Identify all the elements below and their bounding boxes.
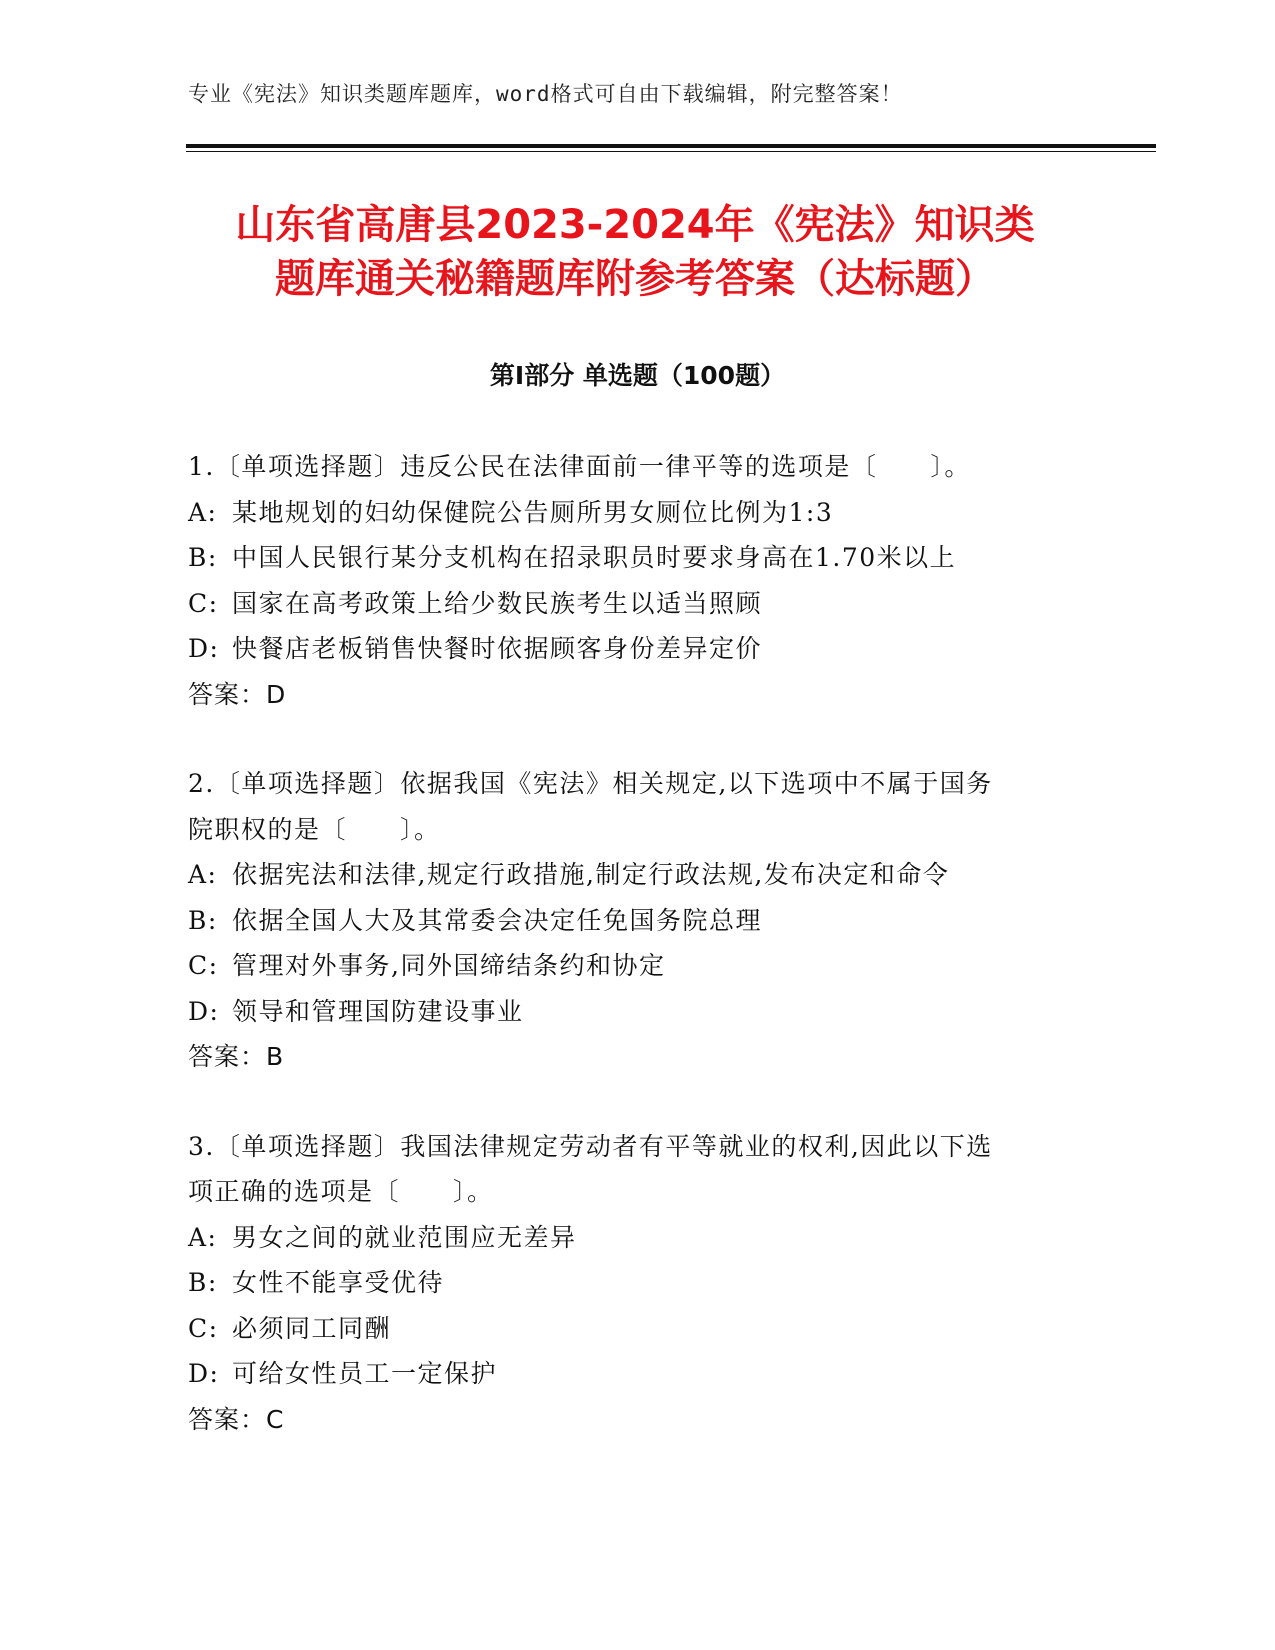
option-key: A: <box>188 860 218 889</box>
option-c <box>188 943 1088 989</box>
option-c <box>188 1306 1088 1352</box>
question-stem: 2.〔单项选择题〕依据我国《宪法》相关规定,以下选项中不属于国务 <box>188 769 993 798</box>
option-text: 男女之间的就业范围应无差异 <box>232 1222 577 1252</box>
title-line-2: 题库通关秘籍题库附参考答案（达标题） <box>275 256 995 302</box>
option-key: D: <box>188 996 220 1026</box>
answer-line: 答案：B <box>188 1042 285 1071</box>
option-key: C: <box>188 1313 219 1343</box>
option-key: B: <box>188 1268 218 1297</box>
header-rule-thick <box>186 144 1156 148</box>
option-a <box>188 1215 1088 1261</box>
option-key: C: <box>188 951 219 980</box>
option-key: C: <box>188 588 219 618</box>
option-d <box>188 626 1088 672</box>
option-a <box>188 852 1088 898</box>
option-key: B: <box>188 543 218 572</box>
section-heading: 第Ⅰ部分 单选题（100题） <box>489 361 786 390</box>
question-stem: 3.〔单项选择题〕我国法律规定劳动者有平等就业的权利,因此以下选 <box>188 1131 993 1161</box>
option-text: 必须同工同酬 <box>232 1313 392 1343</box>
option-text: 女性不能享受优待 <box>232 1268 445 1297</box>
option-text: 依据全国人大及其常委会决定任免国务院总理 <box>232 905 763 935</box>
option-key: A: <box>188 1222 218 1252</box>
option-b <box>188 535 1088 581</box>
option-b <box>188 898 1088 944</box>
option-key: B: <box>188 905 218 935</box>
answer-line: 答案：C <box>188 1404 285 1434</box>
option-text: 快餐店老板销售快餐时依据顾客身份差异定价 <box>232 634 763 663</box>
option-d <box>188 989 1088 1035</box>
option-text: 可给女性员工一定保护 <box>232 1359 498 1388</box>
option-text: 某地规划的妇幼保健院公告厕所男女厕位比例为1:3 <box>232 497 834 527</box>
title-line-1: 山东省高唐县2023-2024年《宪法》知识类 <box>235 202 1035 248</box>
option-a <box>188 490 1088 536</box>
option-text: 管理对外事务,同外国缔结条约和协定 <box>232 951 666 980</box>
document-title <box>160 198 1110 306</box>
question-3 <box>188 1124 1088 1443</box>
option-b <box>188 1260 1088 1306</box>
question-1 <box>188 444 1088 717</box>
option-text: 领导和管理国防建设事业 <box>232 996 524 1026</box>
question-stem: 1.〔单项选择题〕违反公民在法律面前一律平等的选项是〔 〕。 <box>188 452 971 481</box>
option-key: D: <box>188 1359 220 1388</box>
option-key: A: <box>188 497 218 527</box>
option-text: 国家在高考政策上给少数民族考生以适当照顾 <box>232 588 763 618</box>
question-list <box>188 444 1088 1486</box>
option-key: D: <box>188 634 220 663</box>
header-rule-thin <box>186 151 1156 152</box>
answer-line: 答案：D <box>188 679 287 709</box>
option-text: 依据宪法和法律,规定行政措施,制定行政法规,发布决定和命令 <box>232 860 950 889</box>
question-stem-continued: 项正确的选项是〔 〕。 <box>188 1177 494 1206</box>
option-d <box>188 1351 1088 1397</box>
header-note: 专业《宪法》知识类题库题库，word格式可自由下载编辑，附完整答案！ <box>188 82 903 106</box>
question-2 <box>188 761 1088 1080</box>
option-text: 中国人民银行某分支机构在招录职员时要求身高在1.70米以上 <box>232 543 957 572</box>
question-stem-continued: 院职权的是〔 〕。 <box>188 814 441 844</box>
option-c <box>188 581 1088 627</box>
